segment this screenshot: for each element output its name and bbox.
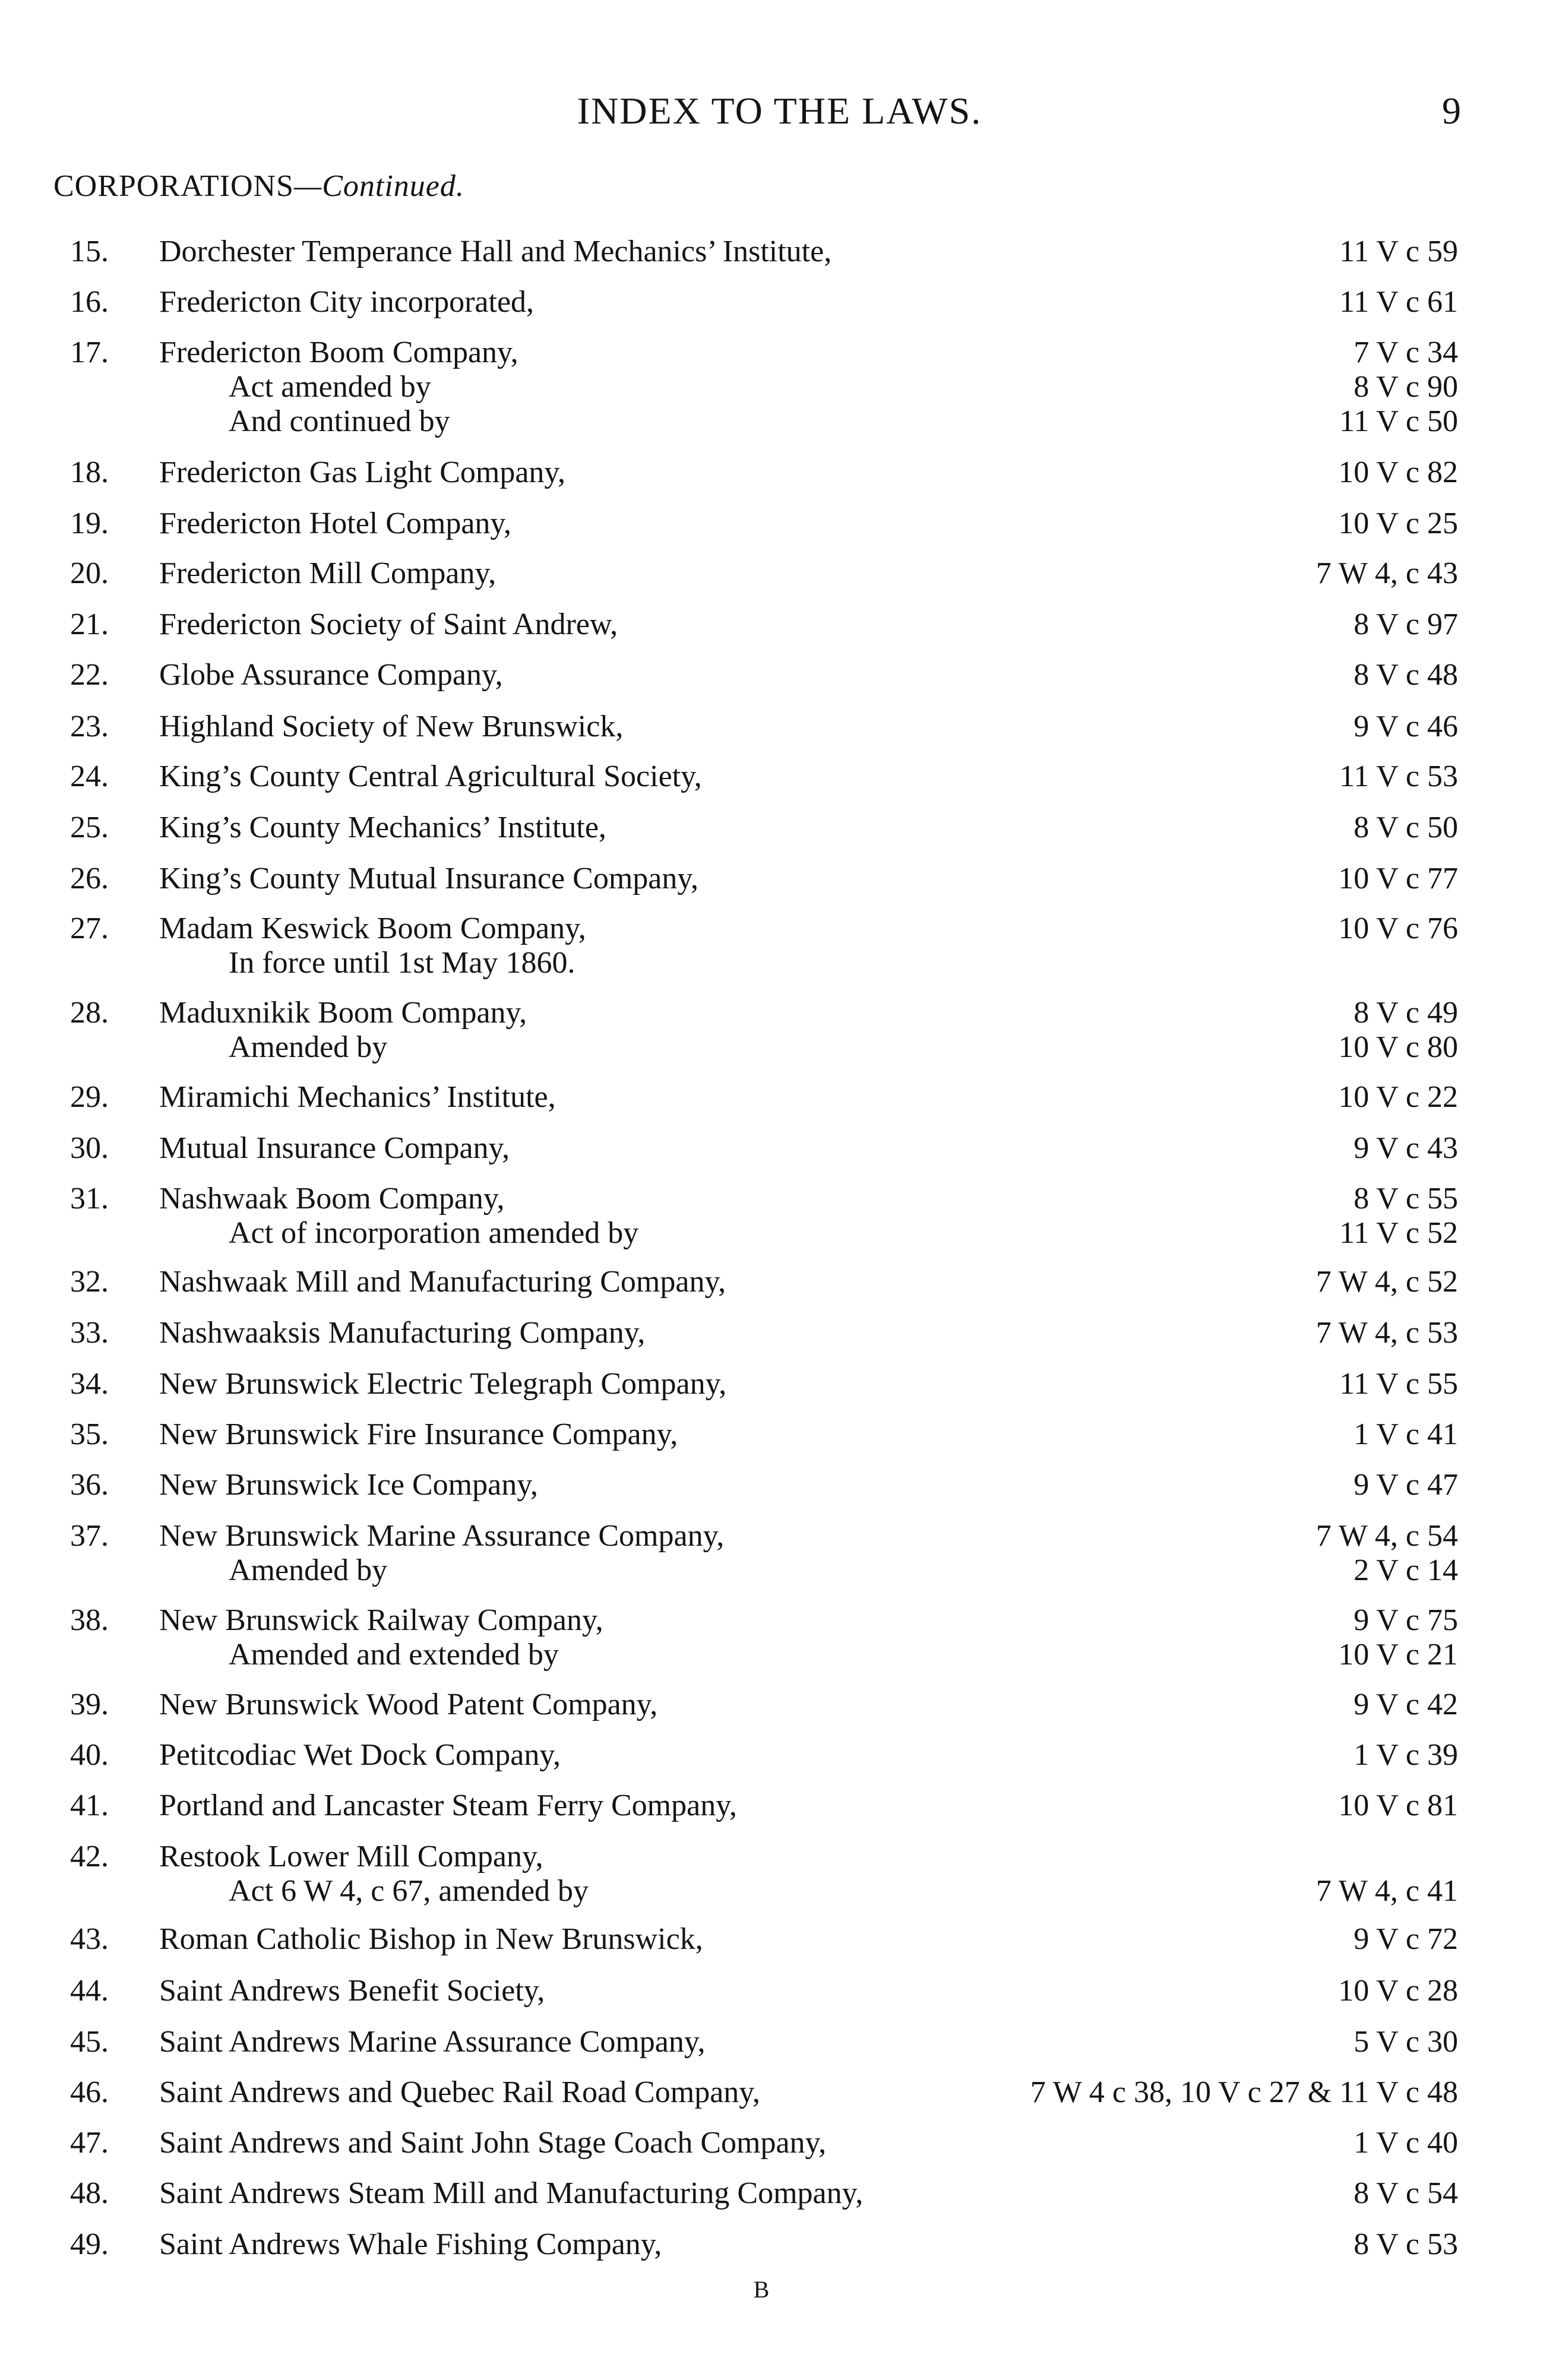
entry-number: 20.	[70, 556, 109, 590]
entry-sub-text: Amended by	[229, 1030, 388, 1064]
entry-title: King’s County Mutual Insurance Company,	[159, 862, 698, 895]
index-entry	[0, 2025, 1559, 2059]
entry-number: 21.	[70, 607, 109, 641]
entry-citation: 8 V c 50	[1354, 811, 1458, 844]
entry-number: 44.	[70, 1974, 109, 2008]
entry-main-line	[0, 912, 1559, 946]
entry-number: 29.	[70, 1080, 109, 1114]
entry-main-line	[0, 1974, 1559, 2008]
entry-sub-text: Act 6 W 4, c 67, amended by	[229, 1874, 589, 1908]
entry-number: 47.	[70, 2126, 109, 2160]
index-entry	[0, 556, 1559, 591]
entry-citation: 11 V c 61	[1339, 285, 1458, 319]
entry-title: Saint Andrews Marine Assurance Company,	[159, 2025, 706, 2059]
entry-title: Fredericton Mill Company,	[159, 556, 497, 590]
entry-citation: 7 W 4 c 38, 10 V c 27 & 11 V c 48	[1030, 2075, 1458, 2109]
entry-main-line	[0, 455, 1559, 490]
entry-title: Fredericton City incorporated,	[159, 285, 535, 319]
entry-citation: 7 V c 34	[1354, 336, 1458, 369]
entry-main-line	[0, 285, 1559, 319]
index-entry	[0, 1468, 1559, 1502]
entry-number: 17.	[70, 336, 109, 369]
entry-number: 32.	[70, 1265, 109, 1299]
index-entry	[0, 607, 1559, 642]
signature-mark: B	[753, 2276, 770, 2303]
index-entry	[0, 1367, 1559, 1401]
index-entry	[0, 1688, 1559, 1722]
entry-citation: 8 V c 97	[1354, 607, 1458, 641]
entry-main-line	[0, 1131, 1559, 1166]
entry-title: Roman Catholic Bishop in New Brunswick,	[159, 1922, 703, 1956]
entry-main-line	[0, 2126, 1559, 2160]
entry-citation: 7 W 4, c 43	[1315, 556, 1458, 590]
entry-sub-text: Act of incorporation amended by	[229, 1216, 639, 1250]
entry-citation: 10 V c 22	[1338, 1080, 1458, 1114]
index-entry	[0, 2075, 1559, 2110]
index-entry	[0, 2176, 1559, 2211]
entry-sub-citation: 7 W 4, c 41	[1315, 1874, 1458, 1908]
entry-title: Highland Society of New Brunswick,	[159, 710, 624, 743]
entry-citation: 10 V c 28	[1338, 1974, 1458, 2008]
entry-main-line	[0, 607, 1559, 642]
entry-main-line	[0, 507, 1559, 541]
entry-title: Fredericton Hotel Company,	[159, 507, 512, 540]
section-heading-name: CORPORATIONS	[53, 169, 294, 203]
entry-main-line	[0, 556, 1559, 591]
entry-number: 49.	[70, 2227, 109, 2261]
entry-sub-line	[0, 1638, 1559, 1672]
entry-citation: 9 V c 42	[1354, 1688, 1458, 1721]
entry-title: Restook Lower Mill Company,	[159, 1840, 543, 1873]
entry-main-line	[0, 1417, 1559, 1452]
entry-main-line	[0, 1789, 1559, 1823]
entry-title: New Brunswick Wood Patent Company,	[159, 1688, 658, 1721]
entry-main-line	[0, 235, 1559, 269]
entry-sub-line	[0, 1553, 1559, 1588]
entry-citation: 8 V c 55	[1354, 1182, 1458, 1216]
index-entry	[0, 2227, 1559, 2262]
entry-citation: 9 V c 47	[1354, 1468, 1458, 1502]
entry-title: Mutual Insurance Company,	[159, 1131, 510, 1165]
index-entry	[0, 862, 1559, 896]
entry-main-line	[0, 759, 1559, 794]
entry-number: 27.	[70, 912, 109, 945]
index-entry	[0, 1603, 1559, 1672]
entry-main-line	[0, 862, 1559, 896]
entry-number: 15.	[70, 235, 109, 268]
entry-number: 46.	[70, 2075, 109, 2109]
entry-title: King’s County Mechanics’ Institute,	[159, 811, 606, 844]
entry-sub-line	[0, 370, 1559, 404]
entry-sub-line	[0, 1874, 1559, 1909]
index-entry	[0, 1840, 1559, 1909]
entry-main-line	[0, 2075, 1559, 2110]
entry-number: 41.	[70, 1789, 109, 1822]
index-entry	[0, 1519, 1559, 1588]
entry-citation: 8 V c 53	[1354, 2227, 1458, 2261]
entry-citation: 9 V c 43	[1354, 1131, 1458, 1165]
entry-number: 42.	[70, 1840, 109, 1873]
page-title: INDEX TO THE LAWS.	[577, 90, 982, 132]
entry-title: Saint Andrews and Quebec Rail Road Company,	[159, 2075, 760, 2109]
entry-number: 43.	[70, 1922, 109, 1956]
entry-number: 23.	[70, 710, 109, 743]
entry-number: 45.	[70, 2025, 109, 2059]
entry-citation: 10 V c 25	[1338, 507, 1458, 540]
entry-citation: 1 V c 40	[1354, 2126, 1458, 2160]
entry-title: New Brunswick Railway Company,	[159, 1603, 603, 1637]
entry-title: Fredericton Boom Company,	[159, 336, 518, 369]
entry-main-line	[0, 996, 1559, 1030]
index-entry	[0, 658, 1559, 692]
entry-citation: 5 V c 30	[1354, 2025, 1458, 2059]
entry-citation: 1 V c 39	[1354, 1738, 1458, 1772]
index-entry	[0, 507, 1559, 541]
entry-title: Portland and Lancaster Steam Ferry Company,	[159, 1789, 737, 1822]
entry-sub-text: And continued by	[229, 404, 450, 438]
entry-main-line	[0, 710, 1559, 744]
index-entry	[0, 1131, 1559, 1166]
section-heading-continued: —Continued.	[293, 169, 464, 203]
entry-number: 19.	[70, 507, 109, 540]
entry-number: 16.	[70, 285, 109, 319]
index-entry	[0, 235, 1559, 269]
index-entry	[0, 1974, 1559, 2008]
index-entry	[0, 1265, 1559, 1299]
index-entry	[0, 912, 1559, 980]
entry-number: 38.	[70, 1603, 109, 1637]
entry-main-line	[0, 1922, 1559, 1957]
index-entry	[0, 1922, 1559, 1957]
entry-title: Saint Andrews Benefit Society,	[159, 1974, 545, 2008]
index-entry	[0, 759, 1559, 794]
entry-sub-citation: 11 V c 52	[1339, 1216, 1458, 1250]
entry-citation: 7 W 4, c 53	[1315, 1316, 1458, 1350]
entry-number: 34.	[70, 1367, 109, 1401]
entry-title: Maduxnikik Boom Company,	[159, 996, 527, 1030]
entry-sub-line	[0, 404, 1559, 439]
entry-main-line	[0, 1519, 1559, 1553]
index-entry	[0, 1080, 1559, 1115]
entry-citation: 7 W 4, c 52	[1315, 1265, 1458, 1299]
entry-main-line	[0, 2227, 1559, 2262]
entry-title: New Brunswick Ice Company,	[159, 1468, 538, 1502]
entry-number: 24.	[70, 759, 109, 793]
entry-citation: 10 V c 81	[1338, 1789, 1458, 1822]
entry-number: 40.	[70, 1738, 109, 1772]
entry-citation: 8 V c 54	[1354, 2176, 1458, 2210]
entry-number: 37.	[70, 1519, 109, 1553]
index-entry	[0, 1316, 1559, 1350]
entry-title: Saint Andrews Whale Fishing Company,	[159, 2227, 662, 2261]
index-entry	[0, 1738, 1559, 1773]
entry-main-line	[0, 2176, 1559, 2211]
entry-main-line	[0, 336, 1559, 370]
entry-main-line	[0, 1182, 1559, 1216]
entry-main-line	[0, 1688, 1559, 1722]
entry-title: New Brunswick Marine Assurance Company,	[159, 1519, 725, 1553]
entry-sub-text: Amended and extended by	[229, 1638, 559, 1672]
entry-citation: 10 V c 82	[1338, 455, 1458, 489]
entry-main-line	[0, 811, 1559, 845]
entry-sub-text: Amended by	[229, 1553, 388, 1587]
entry-main-line	[0, 1840, 1559, 1874]
entry-title: Dorchester Temperance Hall and Mechanics’ Institute,	[159, 235, 832, 268]
entry-number: 30.	[70, 1131, 109, 1165]
entry-main-line	[0, 1316, 1559, 1350]
entry-citation: 9 V c 72	[1354, 1922, 1458, 1956]
entry-sub-text: In force until 1st May 1860.	[229, 946, 575, 980]
entry-citation: 8 V c 49	[1354, 996, 1458, 1030]
entry-number: 28.	[70, 996, 109, 1030]
entry-sub-citation: 8 V c 90	[1354, 370, 1458, 404]
entry-title: King’s County Central Agricultural Society,	[159, 759, 702, 793]
entry-sub-citation: 10 V c 80	[1338, 1030, 1458, 1064]
entry-sub-citation: 11 V c 50	[1339, 404, 1458, 438]
entry-main-line	[0, 1080, 1559, 1115]
entry-citation: 8 V c 48	[1354, 658, 1458, 692]
entry-title: Fredericton Gas Light Company,	[159, 455, 566, 489]
index-entry	[0, 1182, 1559, 1251]
entry-number: 48.	[70, 2176, 109, 2210]
index-entry	[0, 996, 1559, 1065]
entry-sub-citation: 10 V c 21	[1338, 1638, 1458, 1672]
entry-number: 22.	[70, 658, 109, 692]
entry-sub-line	[0, 946, 1559, 980]
entry-number: 26.	[70, 862, 109, 895]
entry-main-line	[0, 1367, 1559, 1401]
index-entry	[0, 1417, 1559, 1452]
index-entry	[0, 811, 1559, 845]
index-entry	[0, 1789, 1559, 1823]
entry-main-line	[0, 1603, 1559, 1638]
entry-main-line	[0, 2025, 1559, 2059]
entry-title: Petitcodiac Wet Dock Company,	[159, 1738, 561, 1772]
entry-number: 31.	[70, 1182, 109, 1216]
entry-main-line	[0, 1265, 1559, 1299]
entry-citation: 11 V c 59	[1339, 235, 1458, 268]
entry-title: Fredericton Society of Saint Andrew,	[159, 607, 618, 641]
index-entry	[0, 2126, 1559, 2160]
entry-number: 36.	[70, 1468, 109, 1502]
entry-citation: 10 V c 76	[1338, 912, 1458, 945]
entry-title: Nashwaak Mill and Manufacturing Company,	[159, 1265, 726, 1299]
entry-title: Saint Andrews and Saint John Stage Coach Company,	[159, 2126, 827, 2160]
entry-citation: 1 V c 41	[1354, 1417, 1458, 1451]
index-entry	[0, 455, 1559, 490]
entry-title: New Brunswick Fire Insurance Company,	[159, 1417, 678, 1451]
entry-sub-citation: 2 V c 14	[1354, 1553, 1458, 1587]
index-entry	[0, 336, 1559, 439]
entry-title: Nashwaaksis Manufacturing Company,	[159, 1316, 646, 1350]
entry-title: New Brunswick Electric Telegraph Company,	[159, 1367, 727, 1401]
page-number: 9	[1442, 90, 1461, 132]
entry-number: 18.	[70, 455, 109, 489]
entry-main-line	[0, 1468, 1559, 1502]
entry-number: 35.	[70, 1417, 109, 1451]
entry-title: Saint Andrews Steam Mill and Manufacturing Company,	[159, 2176, 864, 2210]
entry-main-line	[0, 658, 1559, 692]
entry-citation: 7 W 4, c 54	[1315, 1519, 1458, 1553]
entry-citation: 11 V c 55	[1339, 1367, 1458, 1401]
entry-main-line	[0, 1738, 1559, 1773]
entry-citation: 9 V c 75	[1354, 1603, 1458, 1637]
entry-title: Madam Keswick Boom Company,	[159, 912, 586, 945]
entry-title: Globe Assurance Company,	[159, 658, 503, 692]
entry-number: 39.	[70, 1688, 109, 1721]
entry-sub-line	[0, 1216, 1559, 1251]
entry-number: 33.	[70, 1316, 109, 1350]
entry-citation: 9 V c 46	[1354, 710, 1458, 743]
entry-citation: 10 V c 77	[1338, 862, 1458, 895]
index-entry	[0, 710, 1559, 744]
index-entry	[0, 285, 1559, 319]
entry-citation: 11 V c 53	[1339, 759, 1458, 793]
entry-sub-line	[0, 1030, 1559, 1065]
entry-sub-text: Act amended by	[229, 370, 431, 404]
entry-title: Nashwaak Boom Company,	[159, 1182, 505, 1216]
entry-title: Miramichi Mechanics’ Institute,	[159, 1080, 556, 1114]
entry-number: 25.	[70, 811, 109, 844]
